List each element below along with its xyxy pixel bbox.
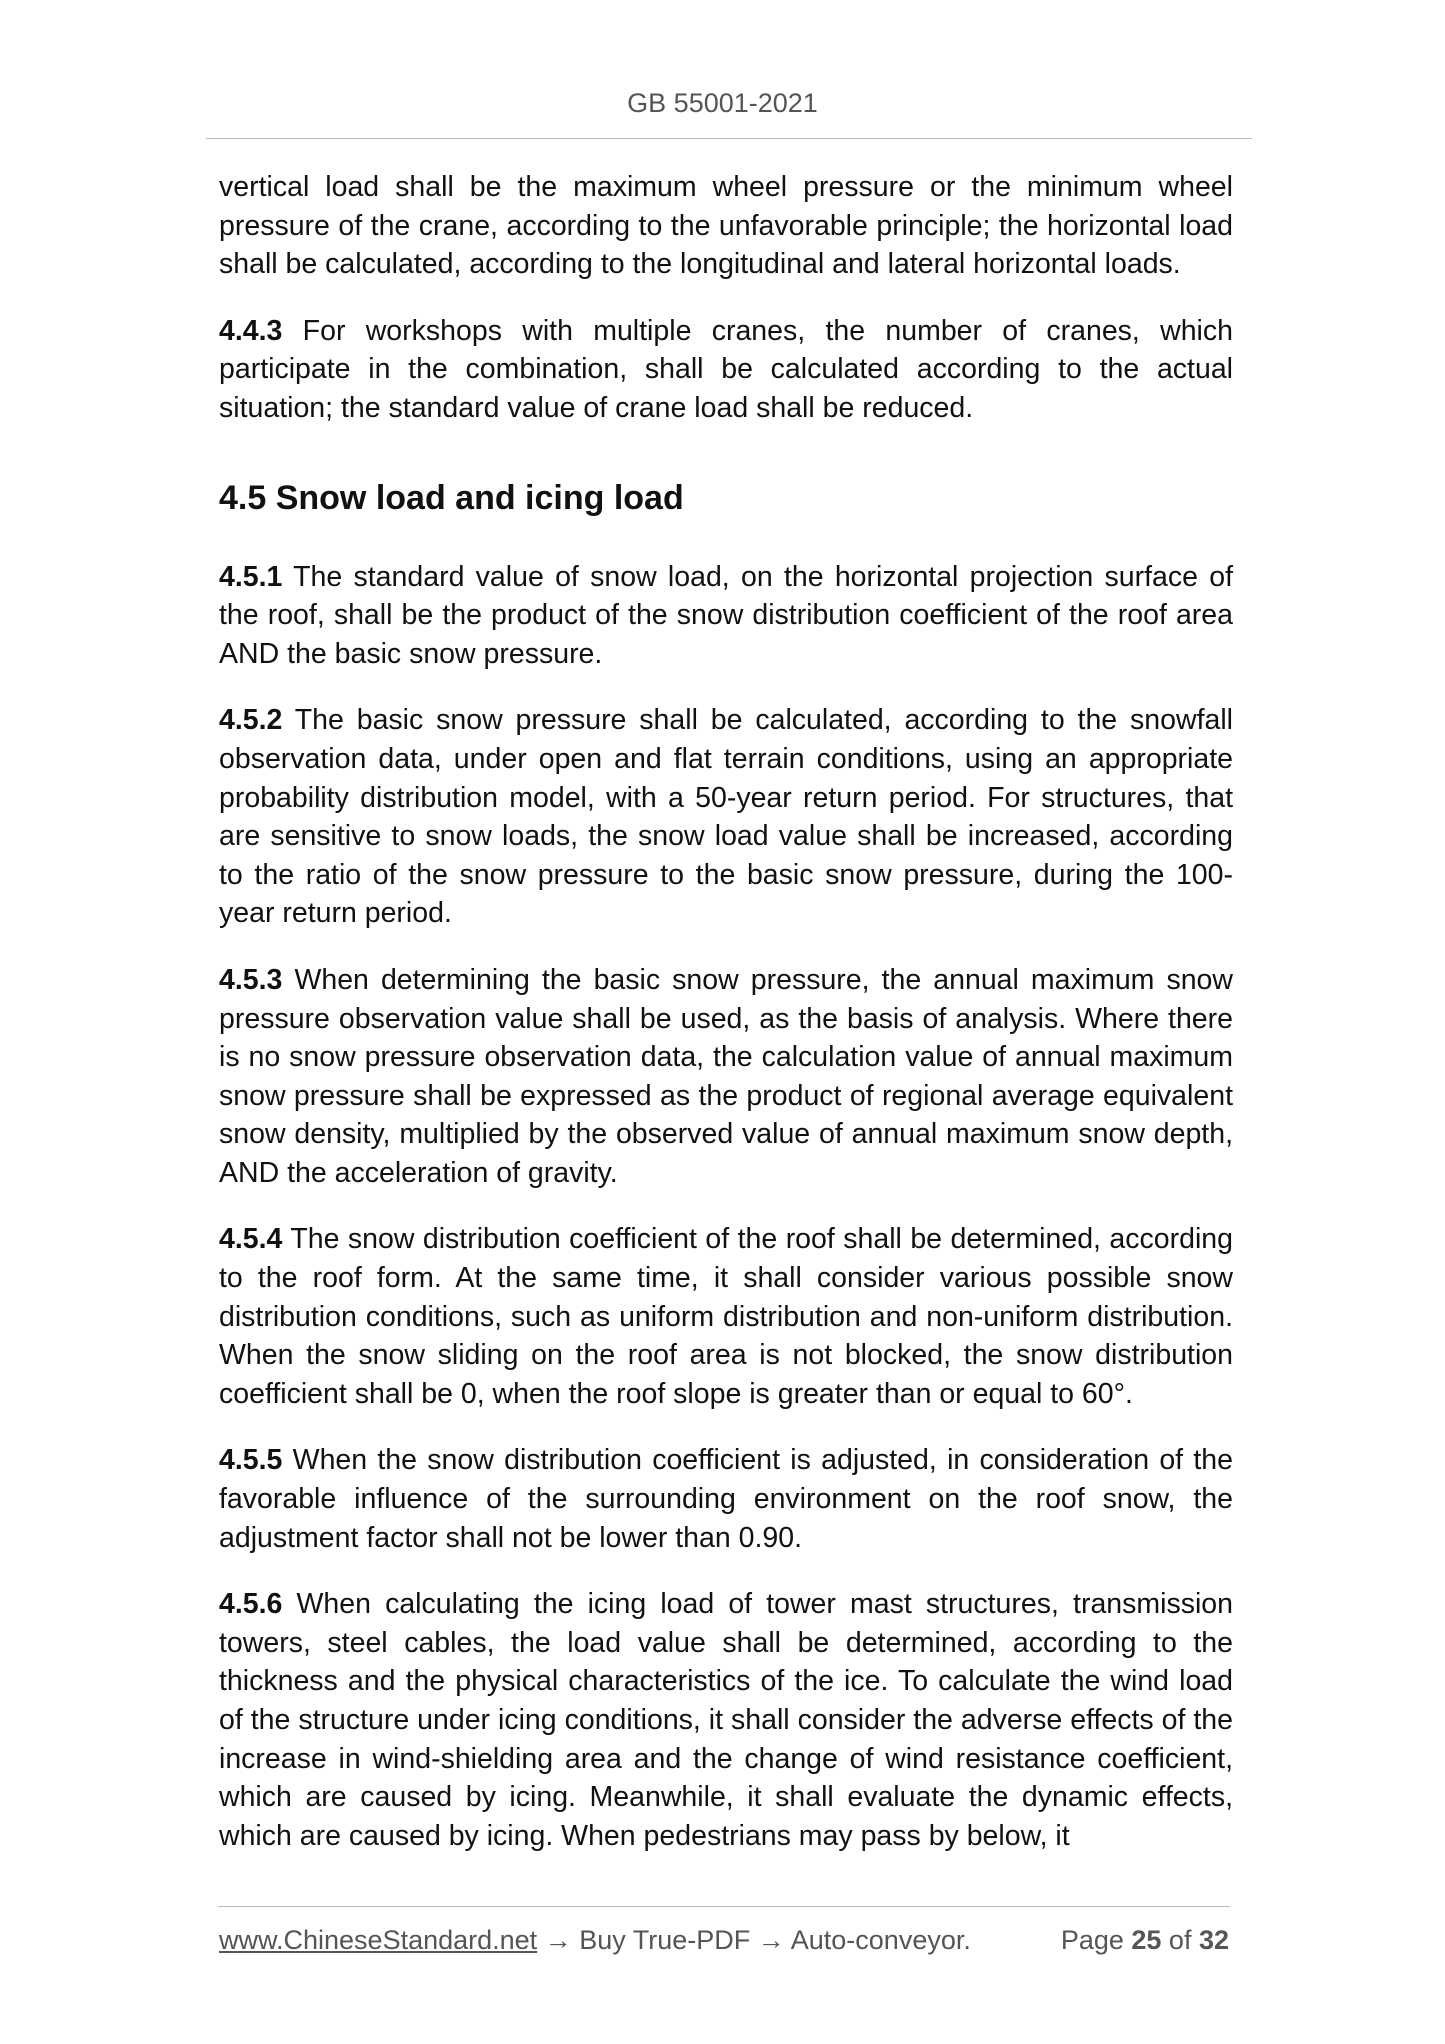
page-current: 25 [1131, 1925, 1162, 1955]
paragraph-continuation [219, 168, 1233, 284]
clause-4-5-6 [219, 1585, 1233, 1855]
clause-text: When determining the basic snow pressure, the annual maximum snow pressure observation value shall be used, as the basis of analysis. Where there is no snow pressure observation data, the calculation value of annual maximum snow pressure shall be expressed as the product of regional average equivalent snow density, multiplied by the observed value of annual maximum snow depth, AND the acceleration of gravity. [219, 963, 1233, 1189]
header-divider [206, 138, 1252, 139]
clause-text: When the snow distribution coefficient is adjusted, in consideration of the favorable influence of the surrounding environment on the roof snow, the adjustment factor shall not be lower than 0.90. [219, 1444, 1233, 1554]
section-heading: 4.5 Snow load and icing load [219, 478, 684, 517]
clause-number: 4.5.6 [219, 1588, 283, 1621]
document-header-code: GB 55001-2021 [627, 88, 818, 118]
page-label: Page [1060, 1925, 1132, 1955]
document-body [219, 168, 1233, 1883]
clause-number: 4.4.3 [219, 314, 283, 347]
page-indicator [1061, 1925, 1229, 1956]
clause-text: For workshops with multiple cranes, the number of cranes, which participate in the combination, shall be calculated according to the actual situation; the standard value of crane load shall be reduced. [219, 314, 1233, 424]
website-link[interactable]: www.ChineseStandard.net [219, 1925, 538, 1955]
clause-4-5-3 [219, 961, 1233, 1193]
clause-number: 4.5.2 [219, 704, 283, 737]
clause-4-5-5 [219, 1441, 1233, 1557]
page-total: 32 [1198, 1925, 1229, 1955]
clause-number: 4.5.4 [219, 1223, 283, 1256]
page-of-label: of [1161, 1925, 1199, 1955]
clause-4-5-2 [219, 701, 1233, 933]
clause-text: When calculating the icing load of tower mast structures, transmission towers, steel cables, the load value shall be determined, according to the thickness and the physical characteristics of the ice. To calculate the wind load of the structure under icing conditions, it shall consider the adverse effects of the increase in wind-shielding area and the change of wind resistance coefficient, which are caused by icing. Meanwhile, it shall evaluate the dynamic effects, which are caused by icing. When pedestrians may pass by below, it [219, 1588, 1233, 1852]
page-footer [219, 1925, 1229, 1956]
clause-4-5-4 [219, 1220, 1233, 1413]
clause-number: 4.5.3 [219, 963, 283, 996]
footer-left [219, 1925, 971, 1956]
footer-divider [218, 1906, 1230, 1907]
clause-4-4-3 [219, 312, 1233, 428]
clause-text: The basic snow pressure shall be calculated, according to the snowfall observation data, under open and flat terrain conditions, using an appropriate probability distribution model, with a 50-year return period. For structures, that are sensitive to snow loads, the snow load value shall be increased, according to the ratio of the snow pressure to the basic snow pressure, during the 100-year return period. [219, 704, 1233, 930]
clause-text: The standard value of snow load, on the horizontal projection surface of the roof, shall be the product of the snow distribution coefficient of the roof area AND the basic snow pressure. [219, 560, 1233, 670]
clause-number: 4.5.1 [219, 560, 283, 593]
clause-4-5-1 [219, 558, 1233, 674]
clause-text: The snow distribution coefficient of the roof shall be determined, according to the roof form. At the same time, it shall consider various possible snow distribution conditions, such as uniform distribution and non-uniform distribution. When the snow sliding on the roof area is not blocked, the snow distribution coefficient shall be 0, when the roof slope is greater than or equal to 60°. [219, 1223, 1233, 1410]
paragraph-text: vertical load shall be the maximum wheel pressure or the minimum wheel pressure of the crane, according to the unfavorable principle; the horizontal load shall be calculated, according to the longitudinal and lateral horizontal loads. [219, 171, 1233, 281]
footer-nav-text: → Buy True-PDF → Auto-conveyor. [537, 1925, 971, 1955]
clause-number: 4.5.5 [219, 1444, 283, 1477]
